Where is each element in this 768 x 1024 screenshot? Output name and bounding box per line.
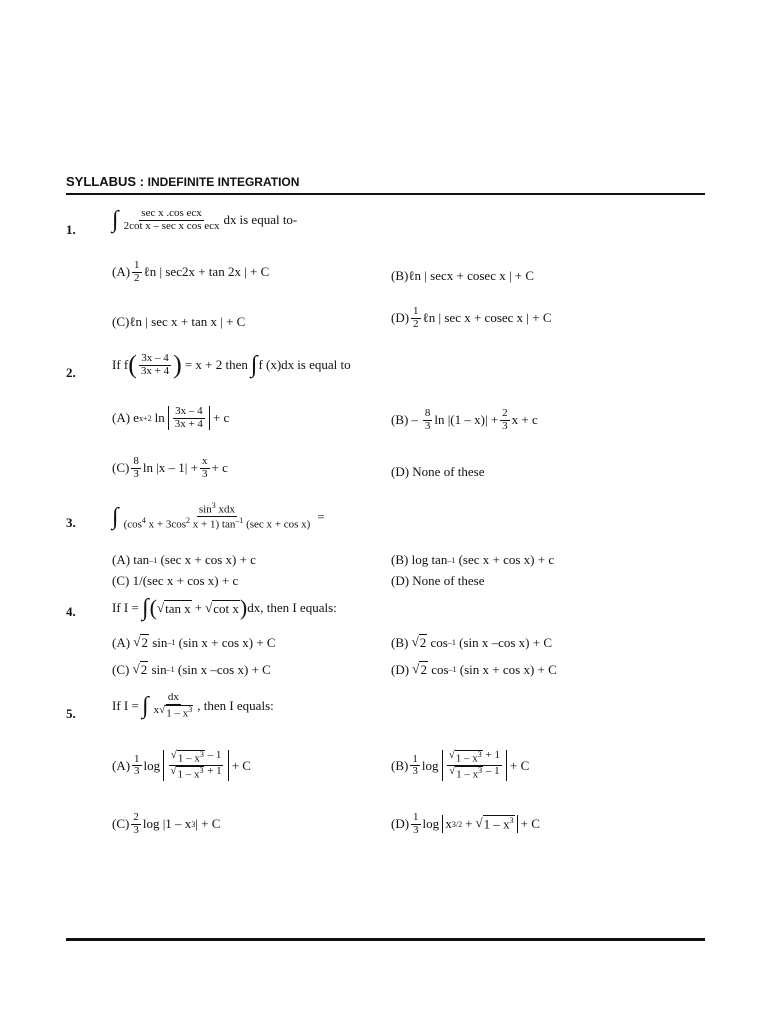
option-d: (D) $\frac{1}{3}$ log x 3/2 + √ $1 - x^3$ + C [391, 811, 540, 836]
integral-sign: ∫ [112, 207, 119, 234]
option-c: (C) $\frac{2}{3}$ log |1 – x 3 | + C [112, 811, 221, 836]
option-a: (A) e x+2 ln $\frac{3x - 4}{3x + 4}$ + c [112, 405, 230, 430]
option-c: (C) √ 2 sin –1 (sin x –cos x) + C [112, 661, 271, 677]
option-a: (A) $\frac{1}{2}$ ℓn | sec2x + tan 2x | + C [112, 259, 270, 284]
question-5: If I = ∫ dx x√ $1 - x^3$ , then I equals: [112, 691, 274, 720]
question-number: 5. [66, 706, 76, 721]
option-c: (C)ℓn | sec x + tan x | + C [112, 314, 246, 329]
question-number: 3. [66, 515, 76, 530]
option-b: (B) – $\frac{8}{3}$ ln |(1 – x)| + $\frac{2}{3}$ x + c [391, 407, 538, 432]
option-b: (B) log tan –1 (sec x + cos x) + c [391, 552, 555, 567]
option-d: (D) $\frac{1}{2}$ ℓn | sec x + cosec x | + C [391, 305, 552, 330]
question-2: If f ( $\frac{3x - 4}{3x + 4}$ ) = x + 2 then ∫ f (x)dx is equal to [112, 350, 351, 379]
integral-sign: ∫ [112, 503, 119, 530]
option-d: (D) None of these [391, 573, 485, 588]
option-a: (A) $\frac{1}{3}$ log √ $1 - x^3$ – 1 √ $1 - x^3$ + 1 + C [112, 749, 251, 781]
option-b: (B) $\frac{1}{3}$ log √ $1 - x^3$ + 1 √ $1 - x^3$ – 1 + C [391, 749, 530, 781]
option-d: (D) None of these [391, 464, 485, 479]
fraction: $\frac{\sin^3 xdx}{(\cos^4 x + 3\cos^2 x + 1) \tan^{-1} (\sec x + \cos x)}$ [123, 501, 311, 531]
integral-sign: ∫ [250, 352, 258, 378]
question-number: 4. [66, 604, 76, 619]
integral-sign: ∫ [142, 692, 149, 719]
question-3: ∫ $\frac{\sin^3 xdx}{(\cos^4 x + 3\cos^2 x + 1) \tan^{-1} (\sec x + \cos x)}$ = [112, 501, 325, 531]
option-b: (B)ℓn | secx + cosec x | + C [391, 268, 535, 283]
top-divider [66, 193, 705, 195]
syllabus-heading [66, 174, 299, 189]
question-number: 1. [66, 222, 76, 237]
bottom-divider [66, 938, 705, 941]
option-c: (C) 1/(sec x + cos x) + c [112, 573, 239, 588]
option-a: (A) √ 2 sin –1 (sin x + cos x) + C [112, 634, 276, 650]
fraction: $\frac{\text{sec x .cos ecx}}{\text{2cot x – sec x cos ecx}}$ [123, 207, 220, 232]
question-4: If I = ∫ ( √ tan x + √ cot x ) dx, then I equals: [112, 595, 337, 621]
option-b: (B) √ 2 cos –1 (sin x –cos x) + C [391, 634, 552, 650]
option-a: (A) tan –1 (sec x + cos x) + c [112, 552, 256, 567]
syllabus-label: SYLLABUS : [66, 174, 144, 189]
question-1: ∫ $\frac{\text{sec x .cos ecx}}{\text{2cot x – sec x cos ecx}}$ dx is equal to- [112, 207, 298, 234]
integral-sign: ∫ [142, 595, 149, 621]
option-d: (D) √ 2 cos –1 (sin x + cos x) + C [391, 661, 557, 677]
syllabus-topic: INDEFINITE INTEGRATION [147, 175, 300, 189]
option-c: (C) $\frac{8}{3}$ ln |x – 1| + $\frac{x}{3}$ + c [112, 455, 228, 480]
fraction: dx x√ $1 - x^3$ [153, 691, 193, 720]
question-number: 2. [66, 365, 76, 380]
